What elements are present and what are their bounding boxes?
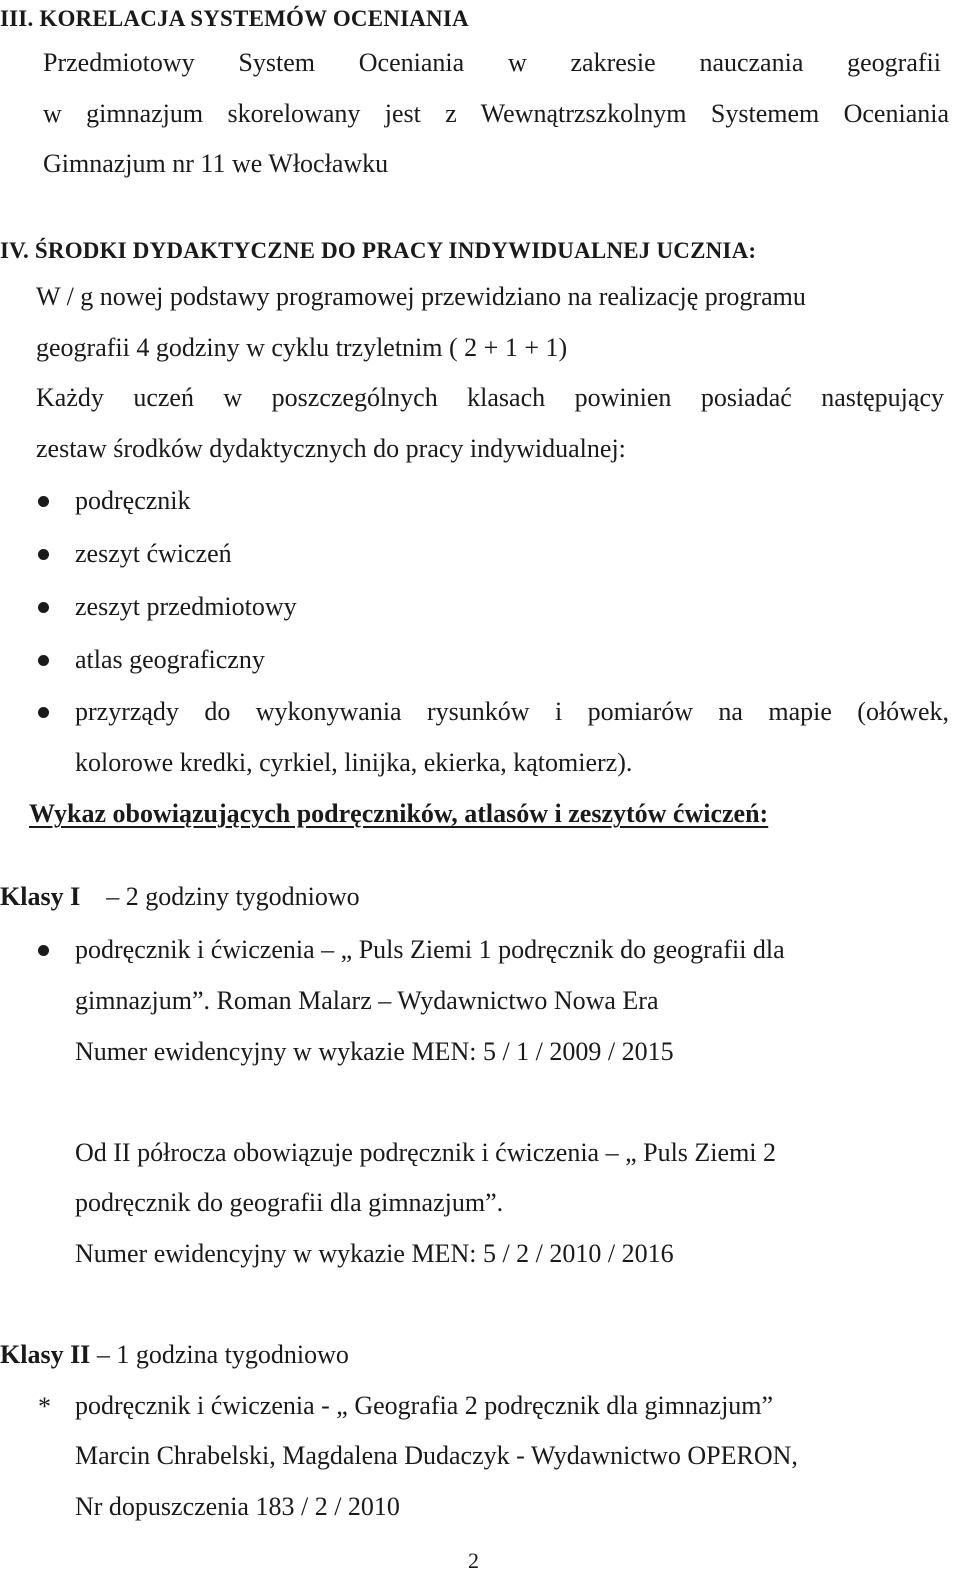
klasy-1-item-line-1: podręcznik i ćwiczenia – „ Puls Ziemi 1 podręcznik do geografii dla xyxy=(75,935,785,964)
klasy-1-item-line-2: gimnazjum”. Roman Malarz – Wydawnictwo Nowa Era xyxy=(75,986,659,1015)
page-number: 2 xyxy=(468,1548,479,1573)
klasy-2-item-line-2: Marcin Chrabelski, Magdalena Dudaczyk - Wydawnictwo OPERON, xyxy=(75,1441,798,1470)
section-3-line-1: Przedmiotowy System Oceniania w zakresie nauczania geografii xyxy=(43,48,941,77)
list-item: zeszyt przedmiotowy xyxy=(75,592,297,621)
bullet-icon xyxy=(38,496,49,507)
klasy-1-hours: – 2 godziny tygodniowo xyxy=(106,882,360,911)
list-item: podręcznik xyxy=(75,486,191,515)
section-4-line-1: W / g nowej podstawy programowej przewidziano na realizację programu xyxy=(36,282,806,311)
section-4-line-4: zestaw środków dydaktycznych do pracy indywidualnej: xyxy=(36,434,626,463)
klasy-1-note-line-3: Numer ewidencyjny w wykazie MEN: 5 / 2 / 2010 / 2016 xyxy=(75,1239,674,1268)
klasy-2-item-line-3: Nr dopuszczenia 183 / 2 / 2010 xyxy=(75,1492,400,1521)
section-4-line-2: geografii 4 godziny w cyklu trzyletnim ( 2 + 1 + 1) xyxy=(36,333,568,362)
section-3-line-3: Gimnazjum nr 11 we Włocławku xyxy=(43,149,389,178)
klasy-1-label: Klasy I xyxy=(0,882,81,911)
klasy-1-row xyxy=(0,882,360,912)
section-4-heading: IV. ŚRODKI DYDAKTYCZNE DO PRACY INDYWIDUALNEJ UCZNIA: xyxy=(0,238,757,263)
list-item: atlas geograficzny xyxy=(75,645,265,674)
section-3-heading: III. KORELACJA SYSTEMÓW OCENIANIA xyxy=(0,6,469,31)
section-3-line-2: w gimnazjum skorelowany jest z Wewnątrzszkolnym Systemem Oceniania xyxy=(43,99,949,128)
bullet-icon xyxy=(38,602,49,613)
list-item: zeszyt ćwiczeń xyxy=(75,539,232,568)
klasy-1-note-line-1: Od II półrocza obowiązuje podręcznik i ćwiczenia – „ Puls Ziemi 2 xyxy=(75,1138,777,1167)
section-4-line-3: Każdy uczeń w poszczególnych klasach powinien posiadać następujący xyxy=(36,383,944,412)
klasy-1-note-line-2: podręcznik do geografii dla gimnazjum”. xyxy=(75,1188,504,1217)
list-item: przyrządy do wykonywania rysunków i pomiarów na mapie (ołówek, xyxy=(75,697,949,726)
bullet-icon xyxy=(38,945,49,956)
textbooks-list-heading: Wykaz obowiązujących podręczników, atlasów i zeszytów ćwiczeń: xyxy=(29,799,769,828)
klasy-1-item-line-3: Numer ewidencyjny w wykazie MEN: 5 / 1 / 2009 / 2015 xyxy=(75,1037,674,1066)
klasy-2-label: Klasy II xyxy=(0,1340,91,1369)
bullet-icon xyxy=(38,655,49,666)
list-item-continuation: kolorowe kredki, cyrkiel, linijka, ekierka, kątomierz). xyxy=(75,748,633,777)
klasy-2-hours: – 1 godzina tygodniowo xyxy=(96,1340,349,1369)
asterisk-icon: * xyxy=(38,1392,51,1421)
bullet-icon xyxy=(38,707,49,718)
bullet-icon xyxy=(38,549,49,560)
klasy-2-item-line-1: podręcznik i ćwiczenia - „ Geografia 2 podręcznik dla gimnazjum” xyxy=(75,1391,774,1420)
klasy-2-row xyxy=(0,1340,349,1370)
